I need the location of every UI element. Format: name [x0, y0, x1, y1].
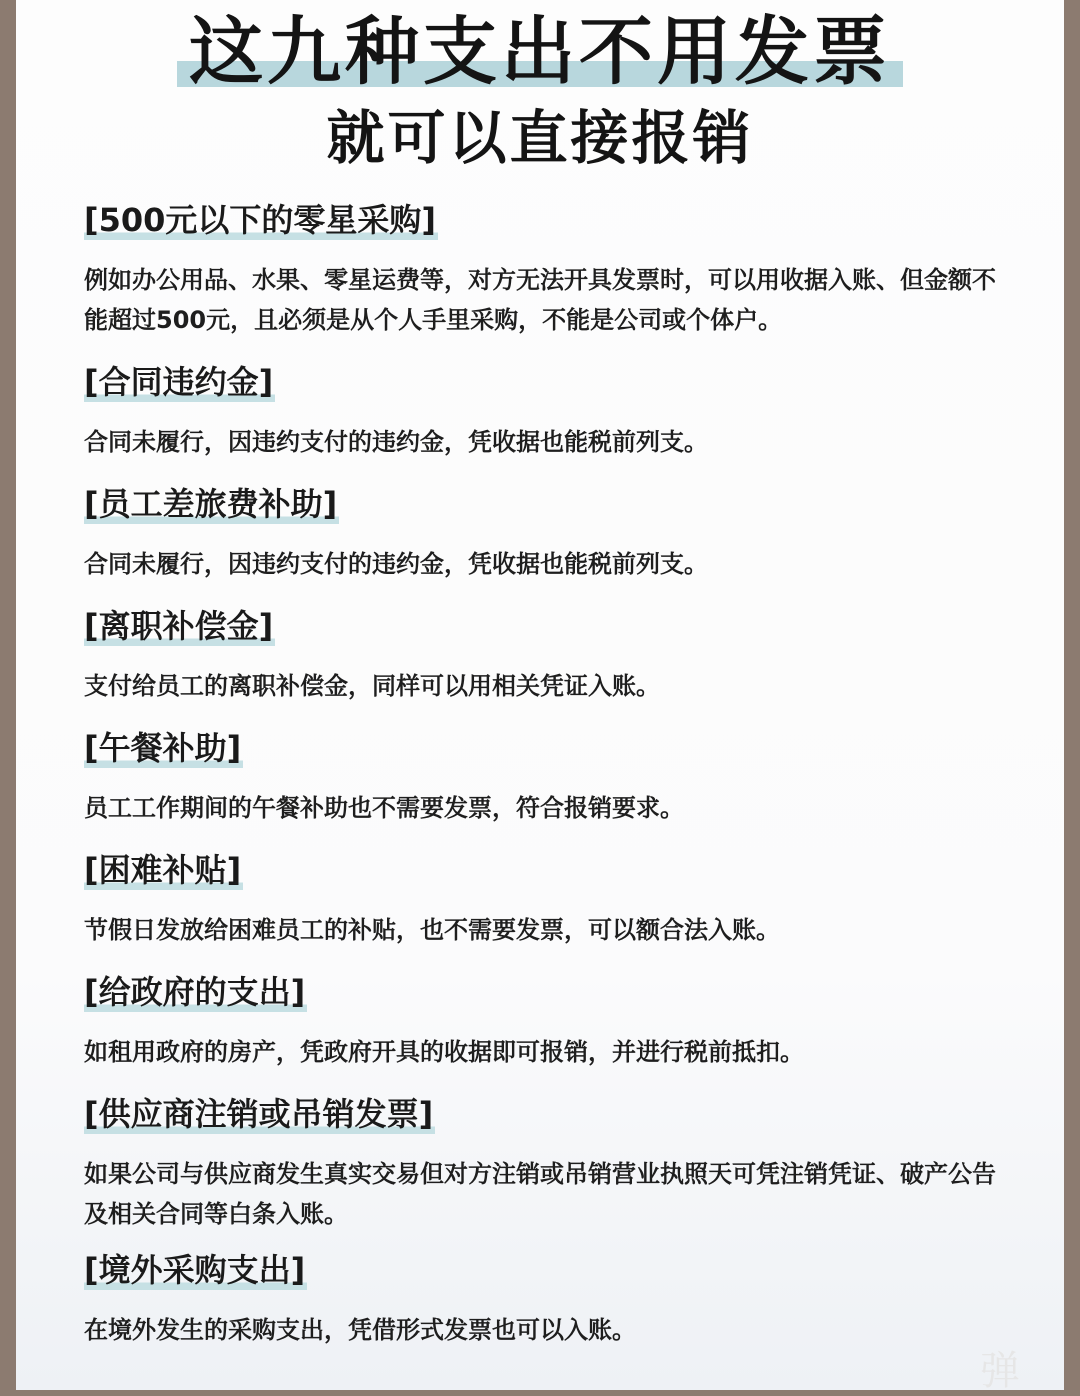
section-body: 合同未履行，因违约支付的违约金，凭收据也能税前列支。 [84, 428, 708, 456]
danmaku-watermark: 弹 [980, 1348, 1020, 1394]
section-heading: [离职补偿金] [84, 604, 275, 648]
section-heading: [困难补贴] [84, 848, 243, 892]
section-government-payment [84, 970, 1014, 1072]
section-body: 节假日发放给困难员工的补贴，也不需要发票，可以额合法入账。 [84, 916, 780, 944]
section-body: 支付给员工的离职补偿金，同样可以用相关凭证入账。 [84, 672, 660, 700]
section-body: 如租用政府的房产，凭政府开具的收据即可报销，并进行税前抵扣。 [84, 1038, 804, 1066]
document-page [16, 0, 1064, 1394]
section-body: 员工工作期间的午餐补助也不需要发票，符合报销要求。 [84, 794, 684, 822]
title-block [16, 6, 1064, 98]
section-severance [84, 604, 1014, 706]
section-supplier-deregistered [84, 1092, 1014, 1234]
section-heading: [合同违约金] [84, 360, 275, 404]
section-heading: [500元以下的零星采购] [84, 198, 438, 242]
section-travel-allowance [84, 482, 1014, 584]
section-body: 合同未履行，因违约支付的违约金，凭收据也能税前列支。 [84, 550, 708, 578]
section-contract-penalty [84, 360, 1014, 462]
section-hardship-subsidy [84, 848, 1014, 950]
section-body: 例如办公用品、水果、零星运费等，对方无法开具发票时，可以用收据入账、但金额不能超过500元，且必须是从个人手里采购，不能是公司或个体户。 [84, 266, 996, 334]
section-heading: [给政府的支出] [84, 970, 307, 1014]
page-subtitle: 就可以直接报销 [326, 104, 754, 172]
section-heading: [境外采购支出] [84, 1248, 307, 1292]
section-body: 在境外发生的采购支出，凭借形式发票也可以入账。 [84, 1316, 636, 1344]
section-lunch-allowance [84, 726, 1014, 828]
section-heading: [午餐补助] [84, 726, 243, 770]
section-heading: [供应商注销或吊销发票] [84, 1092, 435, 1136]
page-title: 这九种支出不用发票 [177, 6, 903, 98]
section-body: 如果公司与供应商发生真实交易但对方注销或吊销营业执照天可凭注销凭证、破产公告及相关合同等白条入账。 [84, 1160, 996, 1228]
section-petty-purchase [84, 198, 1014, 340]
section-overseas-purchase [84, 1248, 1014, 1350]
section-heading: [员工差旅费补助] [84, 482, 339, 526]
